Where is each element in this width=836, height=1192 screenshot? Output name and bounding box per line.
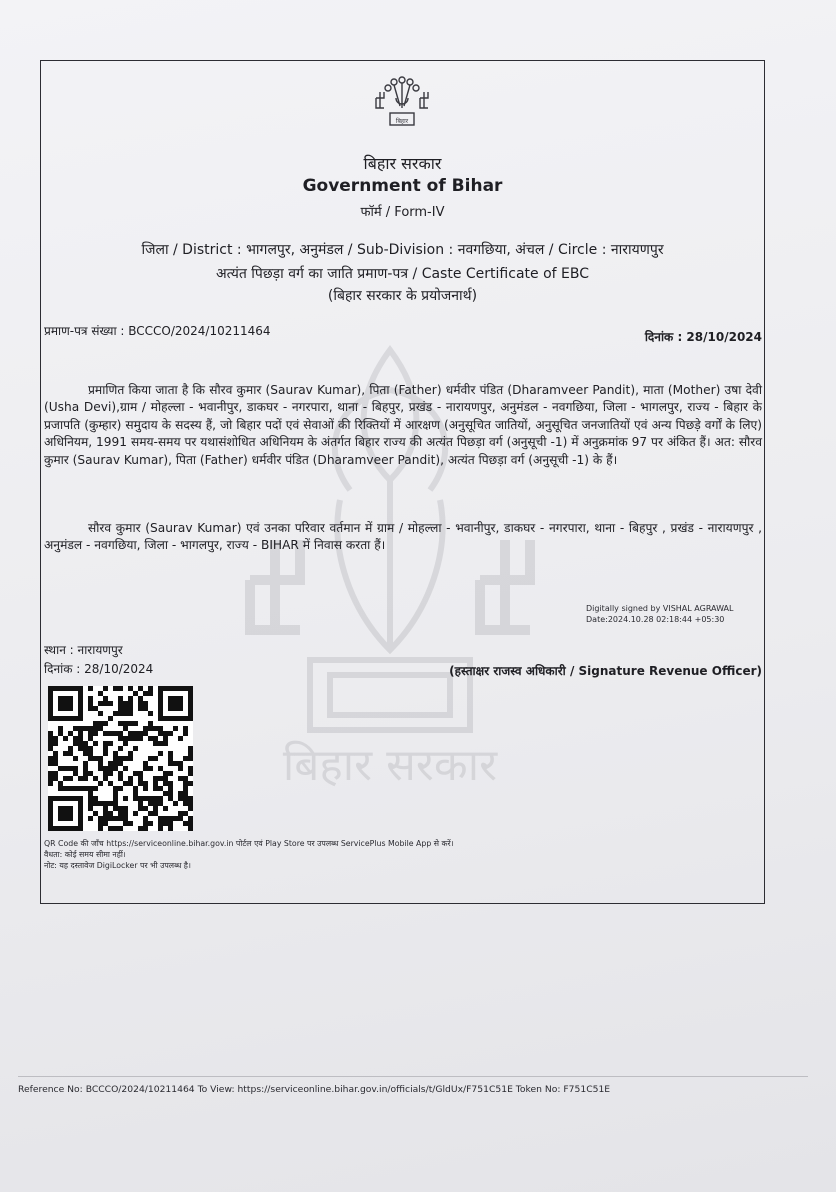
bihar-emblem [372,68,432,130]
header-government-title: Government of Bihar [302,176,503,196]
footer-reference: Reference No: BCCCO/2024/10211464 To View: https://serviceonline.bihar.gov.in/officials/t/GldUx/F751C51E Token No: F751C51E [18,1084,611,1095]
emblem-label: बिहार [395,118,409,125]
district-line: जिला / District : भागलपुर, अनुमंडल / Sub-Division : नवगछिया, अंचल / Circle : नारायणपुर [141,242,664,258]
issue-date: दिनांक : 28/10/2024 [644,330,762,344]
digital-signature [586,603,733,625]
header-form-label: फॉर्म / Form-IV [360,205,445,220]
watermark-text: बिहार सरकार [282,740,498,790]
certificate-number: प्रमाण-पत्र संख्या : BCCCO/2024/10211464 [44,324,271,338]
header-hindi-title: बिहार सरकार [363,154,442,173]
residence-paragraph: सौरव कुमार (Saurav Kumar) एवं उनका परिवार वर्तमान में ग्राम / मोहल्ला - भवानीपुर, डाकघर - नगरपारा, थाना - बिहपुर , प्रखंड - नारायणपुर , अनुमंडल - नवगछिया, जिला - भागलपुर, राज्य - BIHAR में निवास करता हैं। [44,521,762,553]
digital-signature-name: Digitally signed by VISHAL AGRAWAL [586,604,734,613]
signature-officer-label: (हस्ताक्षर राजस्व अधिकारी / Signature Revenue Officer) [449,664,762,678]
digilocker-note: नोट: यह दस्तावेज DigiLocker पर भी उपलब्ध है। [44,861,191,870]
certification-paragraph: प्रमाणित किया जाता है कि सौरव कुमार (Saurav Kumar), पिता (Father) धर्मवीर पंडित (Dharamveer Pandit), माता (Mother) उषा देवी (Usha Devi),ग्राम / मोहल्ला - भवानीपुर, डाकघर - नगरपारा, थाना - बिहपुर, प्रखंड - नारायणपुर, अनुमंडल - नवगछिया, जिला - भागलपुर, राज्य - बिहार के प्रजापति (कुम्हार) समुदाय के सदस्य हैं, जो बिहार पदों एवं सेवाओं की रिक्तियों में आरक्षण (अनुसूचित जातियों, अनुसूचित जनजातियों एवं अन्य पिछड़े वर्गों के लिए) अधिनियम, 1991 समय-समय पर यथासंशोधित अधिनियम के अंतर्गत बिहार राज्य की अत्यंत पिछड़ा वर्ग (अनुसूची -1) में अनुक्रमांक 97 पर अंकित हैं। अत: सौरव कुमार (Saurav Kumar), पिता (Father) धर्मवीर पंडित (Dharamveer Pandit), अत्यंत पिछड़ा वर्ग (अनुसूची -1) के हैं। [44,383,762,467]
signature-date: दिनांक : 28/10/2024 [44,662,154,676]
footer-divider [18,1076,808,1077]
certificate-title: अत्यंत पिछड़ा वर्ग का जाति प्रमाण-पत्र / Caste Certificate of EBC [215,266,589,282]
digital-signature-date: Date:2024.10.28 02:18:44 +05:30 [586,615,725,624]
certificate-purpose: (बिहार सरकार के प्रयोजनार्थ) [327,288,478,304]
place-label: स्थान : नारायणपुर [44,643,123,657]
qr-verify-note: QR Code की जाँच https://serviceonline.bihar.gov.in पोर्टल एवं Play Store पर उपलब्ध ServicePlus Mobile App से करें। [44,839,454,848]
qr-code[interactable] [48,686,193,831]
validity-note: वैधता: कोई समय सीमा नहीं। [44,850,126,859]
verification-notes [44,838,454,871]
